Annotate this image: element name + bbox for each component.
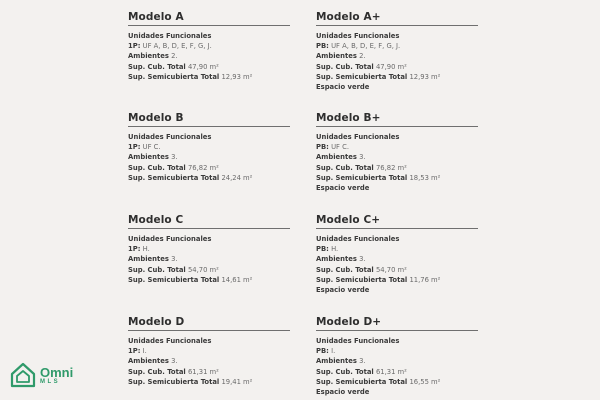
sup-cub-value: 61,31 m²: [187, 367, 219, 376]
uf-value: UF A, B, D, E, F, G, J.: [331, 42, 401, 51]
uf-value: H.: [331, 245, 339, 254]
sup-cub-label: Sup. Cub. Total: [316, 367, 374, 376]
uf-value: I.: [331, 347, 336, 356]
sup-cub-label: Sup. Cub. Total: [128, 265, 186, 274]
sup-semi-value: 14,61 m²: [221, 275, 253, 284]
ambientes-label: Ambientes: [316, 153, 357, 162]
sup-semi-value: 16,55 m²: [409, 377, 441, 386]
uf-label: 1P:: [128, 347, 141, 356]
house-icon: [10, 362, 36, 388]
sup-semi-label: Sup. Semicubierta Total: [316, 377, 408, 386]
uf-heading: Unidades Funcionales: [128, 337, 212, 345]
uf-value: UF C.: [142, 143, 161, 152]
model-block-b-plus: [316, 112, 478, 193]
espacio-verde: Espacio verde: [316, 83, 370, 92]
model-title: Modelo B+: [316, 112, 478, 127]
ambientes-value: 3.: [359, 357, 366, 366]
sup-cub-label: Sup. Cub. Total: [316, 62, 374, 71]
sup-semi-value: 24,24 m²: [221, 173, 253, 182]
model-title: Modelo A: [128, 11, 290, 26]
uf-heading: Unidades Funcionales: [128, 32, 212, 40]
sup-semi-label: Sup. Semicubierta Total: [128, 377, 220, 386]
uf-heading: Unidades Funcionales: [128, 235, 212, 243]
uf-label: 1P:: [128, 245, 141, 254]
sup-semi-value: 11,76 m²: [409, 275, 441, 284]
sup-cub-value: 76,82 m²: [375, 163, 407, 172]
ambientes-value: 3.: [171, 357, 178, 366]
model-block-a-plus: [316, 11, 478, 92]
uf-label: 1P:: [128, 143, 141, 152]
model-block-d-plus: [316, 316, 478, 397]
ambientes-value: 2.: [359, 52, 366, 61]
sup-cub-value: 47,90 m²: [187, 62, 219, 71]
model-title: Modelo B: [128, 112, 290, 127]
sup-semi-label: Sup. Semicubierta Total: [316, 275, 408, 284]
sup-semi-label: Sup. Semicubierta Total: [128, 275, 220, 284]
uf-value: UF A, B, D, E, F, G, J.: [142, 42, 212, 51]
model-block-a: [128, 11, 290, 82]
sup-cub-label: Sup. Cub. Total: [316, 163, 374, 172]
sup-cub-value: 61,31 m²: [375, 367, 407, 376]
uf-heading: Unidades Funcionales: [316, 133, 400, 141]
uf-value: I.: [142, 347, 147, 356]
ambientes-value: 3.: [171, 153, 178, 162]
ambientes-label: Ambientes: [316, 357, 357, 366]
omni-mls-logo: [10, 362, 73, 388]
espacio-verde: Espacio verde: [316, 184, 370, 193]
sup-semi-label: Sup. Semicubierta Total: [128, 173, 220, 182]
uf-heading: Unidades Funcionales: [128, 133, 212, 141]
ambientes-label: Ambientes: [128, 52, 169, 61]
sup-cub-value: 54,70 m²: [187, 265, 219, 274]
sup-cub-label: Sup. Cub. Total: [128, 163, 186, 172]
model-block-c: [128, 214, 290, 285]
sup-semi-label: Sup. Semicubierta Total: [316, 173, 408, 182]
uf-value: H.: [142, 245, 150, 254]
model-block-d: [128, 316, 290, 387]
sup-cub-value: 54,70 m²: [375, 265, 407, 274]
sup-cub-label: Sup. Cub. Total: [128, 367, 186, 376]
uf-heading: Unidades Funcionales: [316, 32, 400, 40]
uf-heading: Unidades Funcionales: [316, 235, 400, 243]
sup-semi-value: 18,53 m²: [409, 173, 441, 182]
model-title: Modelo D+: [316, 316, 478, 331]
ambientes-value: 2.: [171, 52, 178, 61]
sup-semi-label: Sup. Semicubierta Total: [316, 72, 408, 81]
sup-semi-label: Sup. Semicubierta Total: [128, 72, 220, 81]
ambientes-label: Ambientes: [316, 52, 357, 61]
uf-label: PB:: [316, 42, 329, 51]
logo-wordmark: Omni: [40, 364, 74, 380]
model-title: Modelo D: [128, 316, 290, 331]
model-title: Modelo A+: [316, 11, 478, 26]
uf-value: UF C.: [331, 143, 350, 152]
sup-semi-value: 19,41 m²: [221, 377, 253, 386]
ambientes-label: Ambientes: [128, 357, 169, 366]
sup-cub-label: Sup. Cub. Total: [128, 62, 186, 71]
ambientes-value: 3.: [359, 153, 366, 162]
model-title: Modelo C: [128, 214, 290, 229]
uf-label: 1P:: [128, 42, 141, 51]
model-block-c-plus: [316, 214, 478, 295]
model-title: Modelo C+: [316, 214, 478, 229]
logo-subtitle: MLS: [40, 378, 61, 385]
model-block-b: [128, 112, 290, 183]
uf-label: PB:: [316, 143, 329, 152]
sup-cub-value: 76,82 m²: [187, 163, 219, 172]
sup-cub-label: Sup. Cub. Total: [316, 265, 374, 274]
sup-cub-value: 47,90 m²: [375, 62, 407, 71]
espacio-verde: Espacio verde: [316, 286, 370, 295]
ambientes-value: 3.: [359, 255, 366, 264]
ambientes-value: 3.: [171, 255, 178, 264]
ambientes-label: Ambientes: [128, 153, 169, 162]
ambientes-label: Ambientes: [128, 255, 169, 264]
uf-heading: Unidades Funcionales: [316, 337, 400, 345]
sup-semi-value: 12,93 m²: [221, 72, 253, 81]
ambientes-label: Ambientes: [316, 255, 357, 264]
uf-label: PB:: [316, 347, 329, 356]
espacio-verde: Espacio verde: [316, 388, 370, 397]
sup-semi-value: 12,93 m²: [409, 72, 441, 81]
uf-label: PB:: [316, 245, 329, 254]
